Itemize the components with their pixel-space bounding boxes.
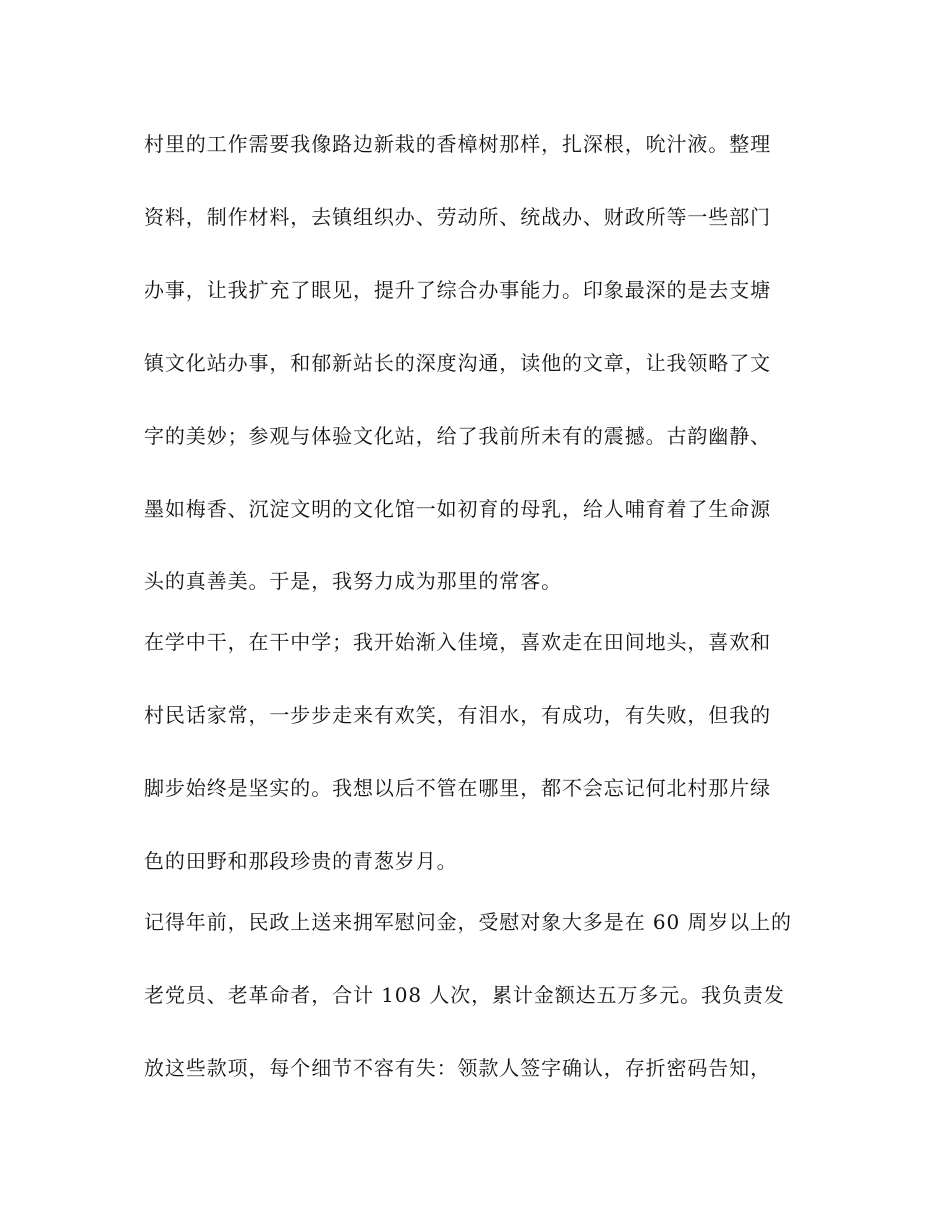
text-line: 色的田野和那段珍贵的青葱岁月。 xyxy=(144,849,458,873)
text-line: 在学中干，在干中学；我开始渐入佳境，喜欢走在田间地头，喜欢和 xyxy=(144,630,771,654)
text-line: 村民话家常，一步步走来有欢笑，有泪水，有成功，有失败，但我的 xyxy=(144,703,771,727)
text-line: 记得年前，民政上送来拥军慰问金，受慰对象大多是在 60 周岁以上的 xyxy=(144,910,792,934)
text-line: 资料，制作材料，去镇组织办、劳动所、统战办、财政所等一些部门 xyxy=(144,205,771,229)
text-line: 字的美妙；参观与体验文化站，给了我前所未有的震撼。古韵幽静、 xyxy=(144,424,771,448)
text-line: 头的真善美。于是，我努力成为那里的常客。 xyxy=(144,569,562,593)
text-line: 老党员、老革命者，合计 108 人次，累计金额达五万多元。我负责发 xyxy=(144,983,785,1007)
text-line: 放这些款项，每个细节不容有失：领款人签字确认，存折密码告知， xyxy=(144,1056,771,1080)
text-line: 墨如梅香、沉淀文明的文化馆一如初育的母乳，给人哺育着了生命源 xyxy=(144,497,771,521)
text-line: 脚步始终是坚实的。我想以后不管在哪里，都不会忘记何北村那片绿 xyxy=(144,776,771,800)
text-line: 镇文化站办事，和郁新站长的深度沟通，读他的文章，让我领略了文 xyxy=(144,351,771,375)
text-line: 村里的工作需要我像路边新栽的香樟树那样，扎深根，吮汁液。整理 xyxy=(144,132,771,156)
text-line: 办事，让我扩充了眼见，提升了综合办事能力。印象最深的是去支塘 xyxy=(144,278,771,302)
